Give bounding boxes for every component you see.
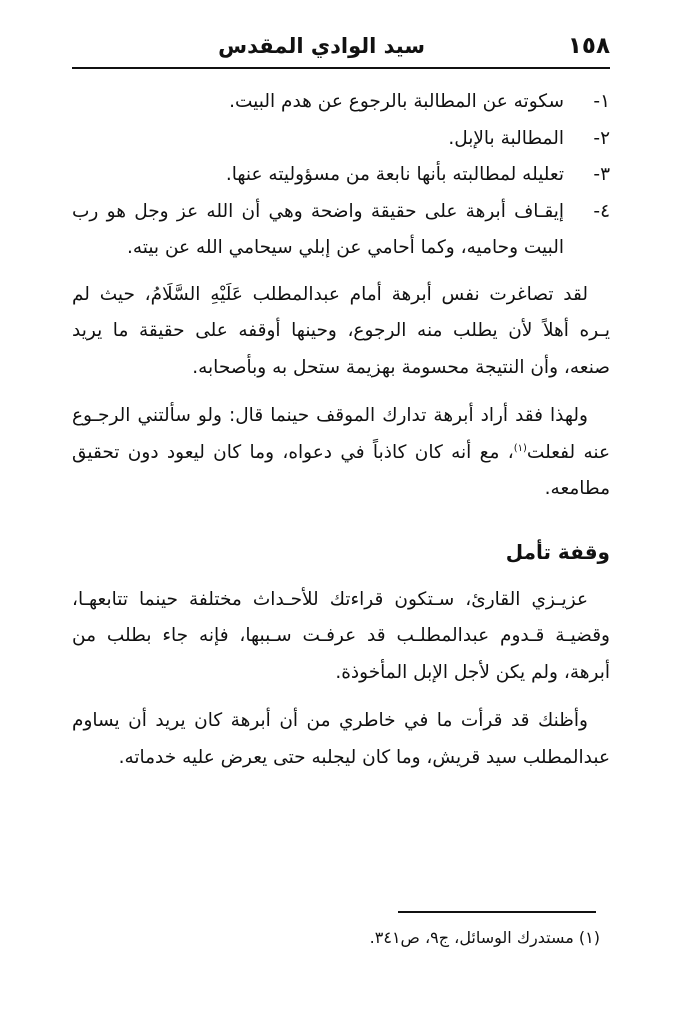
list-item-text: سكوته عن المطالبة بالرجوع عن هدم البيت. xyxy=(229,91,564,112)
list-item xyxy=(72,157,610,194)
footnote-rule xyxy=(398,911,596,913)
paragraph-2 xyxy=(72,398,610,508)
paragraph-4: وأظنك قد قرأت ما في خاطري من أن أبرهة كان يريد أن يساوم عبدالمطلب سيد قريش، وما كان ليجلبه حتى يعرض عليه خدماته. xyxy=(72,710,610,768)
paragraph-2-text-continued: ، مع أنه كان كاذباً في دعواه، وما كان ليعود دون تحقيق مطامعه. xyxy=(72,441,610,499)
paragraph-2-text: ولهذا فقد أراد أبرهة تدارك الموقف حينما قال: ولو سألتني الرجـوع عنه لفعلت xyxy=(72,405,610,463)
paragraph-1: لقد تصاغرت نفس أبرهة أمام عبدالمطلب عَلَيْهِ السَّلَامُ، حيث لم يـره أهلاً لأن يطلب منه الرجوع، وحينها أوقفه على حقيقة ما يريد صنعه، وأن النتيجة محسومة بهزيمة ستحل به وبأصحابه. xyxy=(72,283,610,378)
list-item xyxy=(72,84,610,121)
list-item xyxy=(72,121,610,158)
body-text xyxy=(72,84,610,776)
page-header xyxy=(72,30,610,66)
header-rule xyxy=(72,67,610,69)
page-number: ١٥٨ xyxy=(567,33,610,59)
paragraph-3: عزيـزي القارئ، سـتكون قراءتك للأحـداث مختلفة حينما تتابعهـا، وقضيـة قـدوم عبدالمطلـب قد عرفـت سـببها، فإنه جاء بطلب من أبرهة، ولم يكن لأجل الإبل المأخوذة. xyxy=(72,588,610,683)
running-title: سيد الوادي المقدس xyxy=(218,34,425,58)
section-heading: وقفة تأمل xyxy=(505,539,610,564)
footnote: (١) مستدرك الوسائل، ج٩، ص٣٤١. xyxy=(369,928,600,947)
list-item-text: تعليله لمطالبته بأنها نابعة من مسؤوليته عنها. xyxy=(225,164,564,185)
list-item-number: ٣- xyxy=(593,164,610,185)
list-item xyxy=(72,194,610,267)
list-item-number: ٢- xyxy=(593,127,610,149)
footnote-reference[interactable]: (١) xyxy=(513,442,527,454)
list-item-text: إيقـاف أبرهة على حقيقة واضحة وهي أن الله عز وجل هو رب البيت وحاميه، وكما أحامي عن إبلي سيحامي الله عن بيته. xyxy=(72,200,564,258)
numbered-list xyxy=(72,84,610,267)
list-item-number: ١- xyxy=(593,91,610,112)
list-item-number: ٤- xyxy=(593,200,610,222)
list-item-text: المطالبة بالإبل. xyxy=(448,127,564,149)
